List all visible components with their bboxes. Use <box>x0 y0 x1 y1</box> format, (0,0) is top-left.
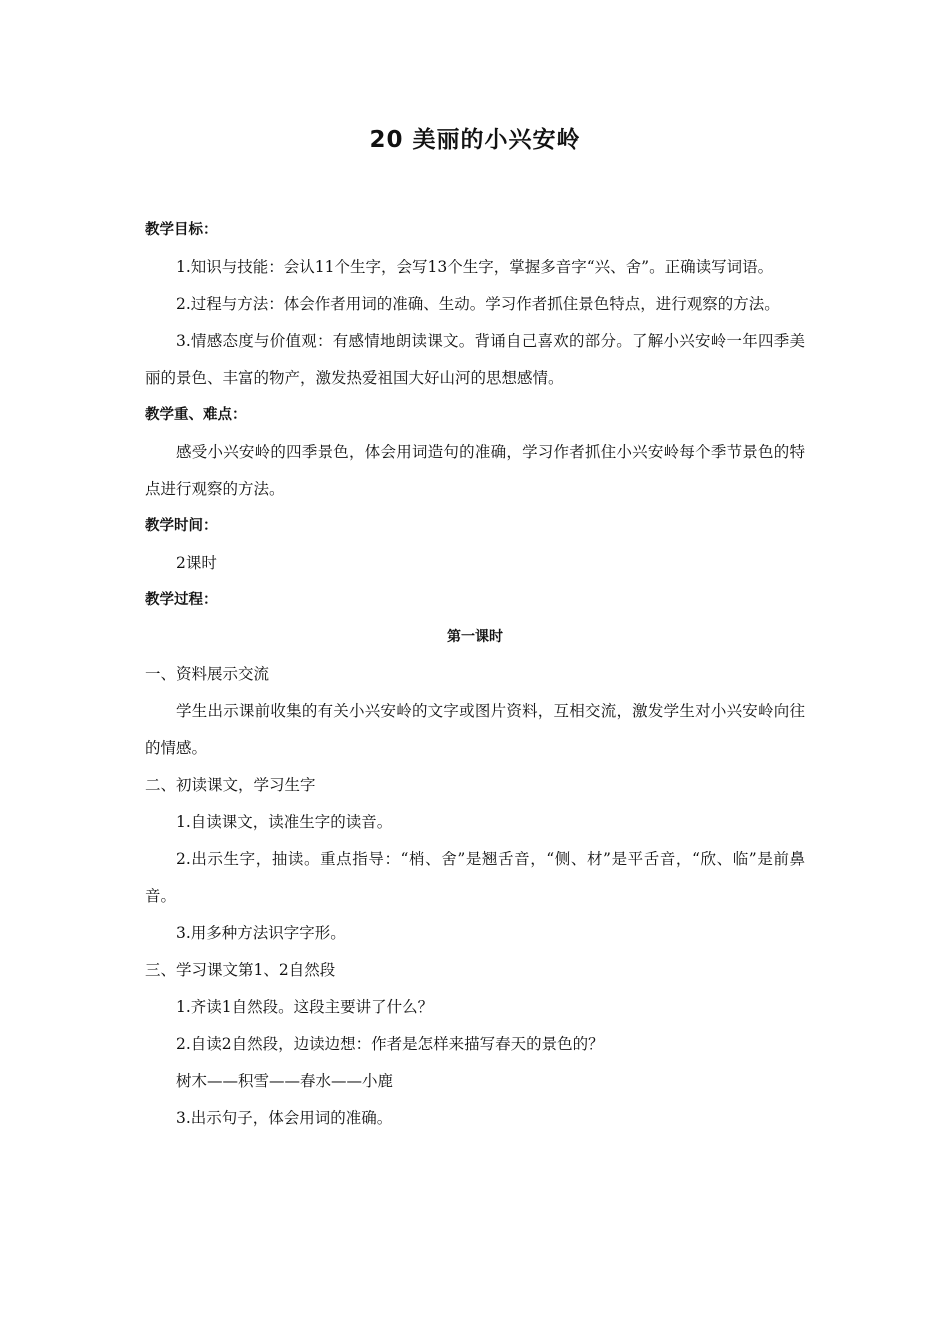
section-heading: 一、资料展示交流 <box>145 665 270 683</box>
section-item: 2.自读2自然段，边读边想：作者是怎样来描写春天的景色的？ <box>176 1035 604 1053</box>
goal-paragraph: 2.过程与方法：体会作者用词的准确、生动。学习作者抓住景色特点，进行观察的方法。 <box>176 295 780 313</box>
section-item: 1.自读课文，读准生字的读音。 <box>176 813 393 831</box>
teaching-time-text: 2课时 <box>176 554 217 572</box>
section-item: 2.出示生字，抽读。重点指导：“梢、舍”是翘舌音，“侧、材”是平舌音，“欣、临”是前鼻音。 <box>145 850 805 905</box>
section-item: 树木——积雪——春水——小鹿 <box>176 1072 394 1090</box>
key-points-paragraph: 感受小兴安岭的四季景色，体会用词造句的准确，学习作者抓住小兴安岭每个季节景色的特点进行观察的方法。 <box>145 443 805 498</box>
lesson-title: 第一课时 <box>447 629 503 645</box>
goals-heading: 教学目标： <box>145 222 218 238</box>
section-heading: 三、学习课文第1、2自然段 <box>145 961 336 979</box>
document-title: 20 美丽的小兴安岭 <box>369 127 581 153</box>
goal-paragraph: 3.情感态度与价值观：有感情地朗读课文。背诵自己喜欢的部分。了解小兴安岭一年四季美丽的景色、丰富的物产，激发热爱祖国大好山河的思想感情。 <box>145 332 805 387</box>
section-item: 3.用多种方法识字字形。 <box>176 924 346 942</box>
section-heading: 二、初读课文，学习生字 <box>145 776 316 794</box>
key-points-heading: 教学重、难点： <box>145 407 247 423</box>
section-item: 1.齐读1自然段。这段主要讲了什么？ <box>176 998 434 1016</box>
document-body <box>145 212 805 1137</box>
teaching-process-heading: 教学过程： <box>145 592 218 608</box>
section-item: 3.出示句子，体会用词的准确。 <box>176 1109 393 1127</box>
goal-paragraph: 1.知识与技能：会认11个生字，会写13个生字，掌握多音字“兴、舍”。正确读写词语。 <box>176 258 774 276</box>
teaching-time-heading: 教学时间： <box>145 518 218 534</box>
section-paragraph: 学生出示课前收集的有关小兴安岭的文字或图片资料，互相交流，激发学生对小兴安岭向往的情感。 <box>145 702 805 757</box>
